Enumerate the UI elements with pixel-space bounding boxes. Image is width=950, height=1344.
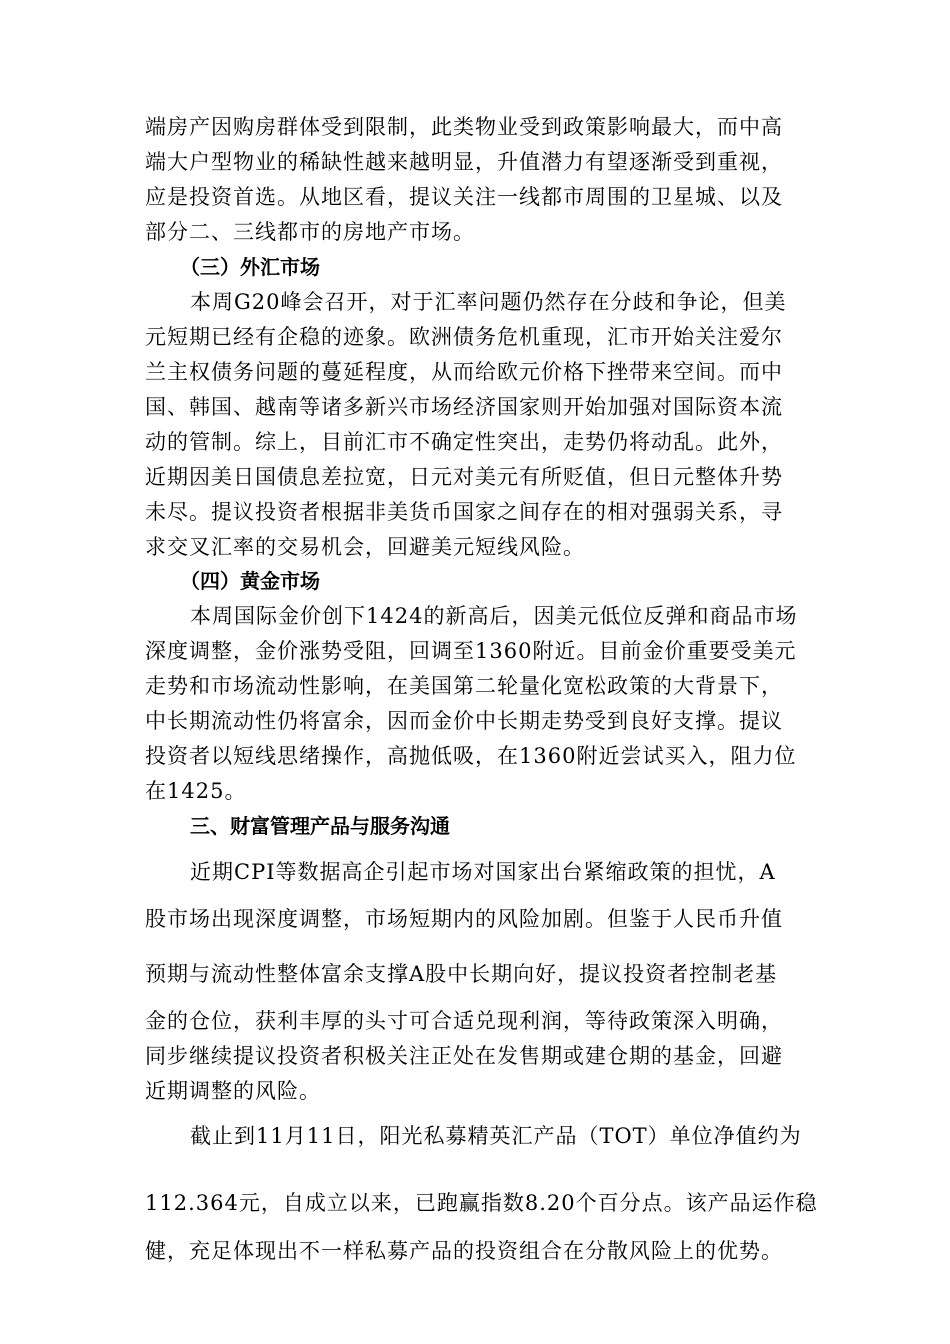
- body-text-line: 未尽。提议投资者根据非美货币国家之间存在的相对强弱关系，寻: [145, 500, 783, 524]
- body-text-line: 近期因美日国债息差拉宽，日元对美元有所贬值，但日元整体升势: [145, 465, 783, 489]
- body-text-line: 预期与流动性整体富余支撑A股中长期向好，提议投资者控制老基: [145, 962, 778, 986]
- body-text-line: 应是投资首选。从地区看，提议关注一线都市周围的卫星城、以及: [145, 185, 783, 209]
- body-text-line: 同步继续提议投资者积极关注正处在发售期或建仓期的基金，回避: [145, 1044, 783, 1068]
- body-text-line: 近期CPI等数据高企引起市场对国家出台紧缩政策的担忧，A: [190, 860, 776, 884]
- body-text-line: 在1425。: [145, 779, 247, 803]
- body-text-line: 走势和市场流动性影响，在美国第二轮量化宽松政策的大背景下，: [145, 674, 783, 698]
- body-text-line: 股市场出现深度调整，市场短期内的风险加剧。但鉴于人民币升值: [145, 907, 783, 931]
- body-text-line: 金的仓位，获利丰厚的头寸可合适兑现利润，等待政策深入明确，: [145, 1009, 783, 1033]
- body-text-line: 端房产因购房群体受到限制，此类物业受到政策影响最大，而中高: [145, 115, 783, 139]
- body-text-line: 元短期已经有企稳的迹象。欧洲债务危机重现，汇市开始关注爱尔: [145, 325, 783, 349]
- body-text-line: 求交叉汇率的交易机会，回避美元短线风险。: [145, 535, 585, 559]
- section-heading-forex: （三）外汇市场: [180, 255, 320, 279]
- body-text-line: 动的管制。综上，目前汇市不确定性突出，走势仍将动乱。此外，: [145, 430, 783, 454]
- body-text-line: 截止到11月11日，阳光私募精英汇产品（TOT）单位净值约为: [190, 1124, 802, 1148]
- body-text-line: 兰主权债务问题的蔓延程度，从而给欧元价格下挫带来空间。而中: [145, 360, 783, 384]
- body-text-line: 近期调整的风险。: [145, 1079, 321, 1103]
- body-text-line: 本周G20峰会召开，对于汇率问题仍然存在分歧和争论，但美: [190, 290, 787, 314]
- body-text-line: 中长期流动性仍将富余，因而金价中长期走势受到良好支撑。提议: [145, 709, 783, 733]
- body-text-line: 112.364元，自成立以来，已跑赢指数8.20个百分点。该产品运作稳: [145, 1191, 818, 1215]
- body-text-line: 深度调整，金价涨势受阻，回调至1360附近。目前金价重要受美元: [145, 639, 797, 663]
- section-heading-gold: （四）黄金市场: [180, 569, 320, 593]
- body-text-line: 部分二、三线都市的房地产市场。: [145, 220, 475, 244]
- section-heading-wealth: 三、财富管理产品与服务沟通: [190, 814, 450, 838]
- body-text-line: 投资者以短线思绪操作，高抛低吸，在1360附近尝试买入，阻力位: [145, 744, 797, 768]
- body-text-line: 健，充足体现出不一样私募产品的投资组合在分散风险上的优势。: [145, 1239, 783, 1263]
- body-text-line: 本周国际金价创下1424的新高后，因美元低位反弹和商品市场: [190, 604, 798, 628]
- body-text-line: 国、韩国、越南等诸多新兴市场经济国家则开始加强对国际资本流: [145, 395, 783, 419]
- body-text-line: 端大户型物业的稀缺性越来越明显，升值潜力有望逐渐受到重视，: [145, 150, 783, 174]
